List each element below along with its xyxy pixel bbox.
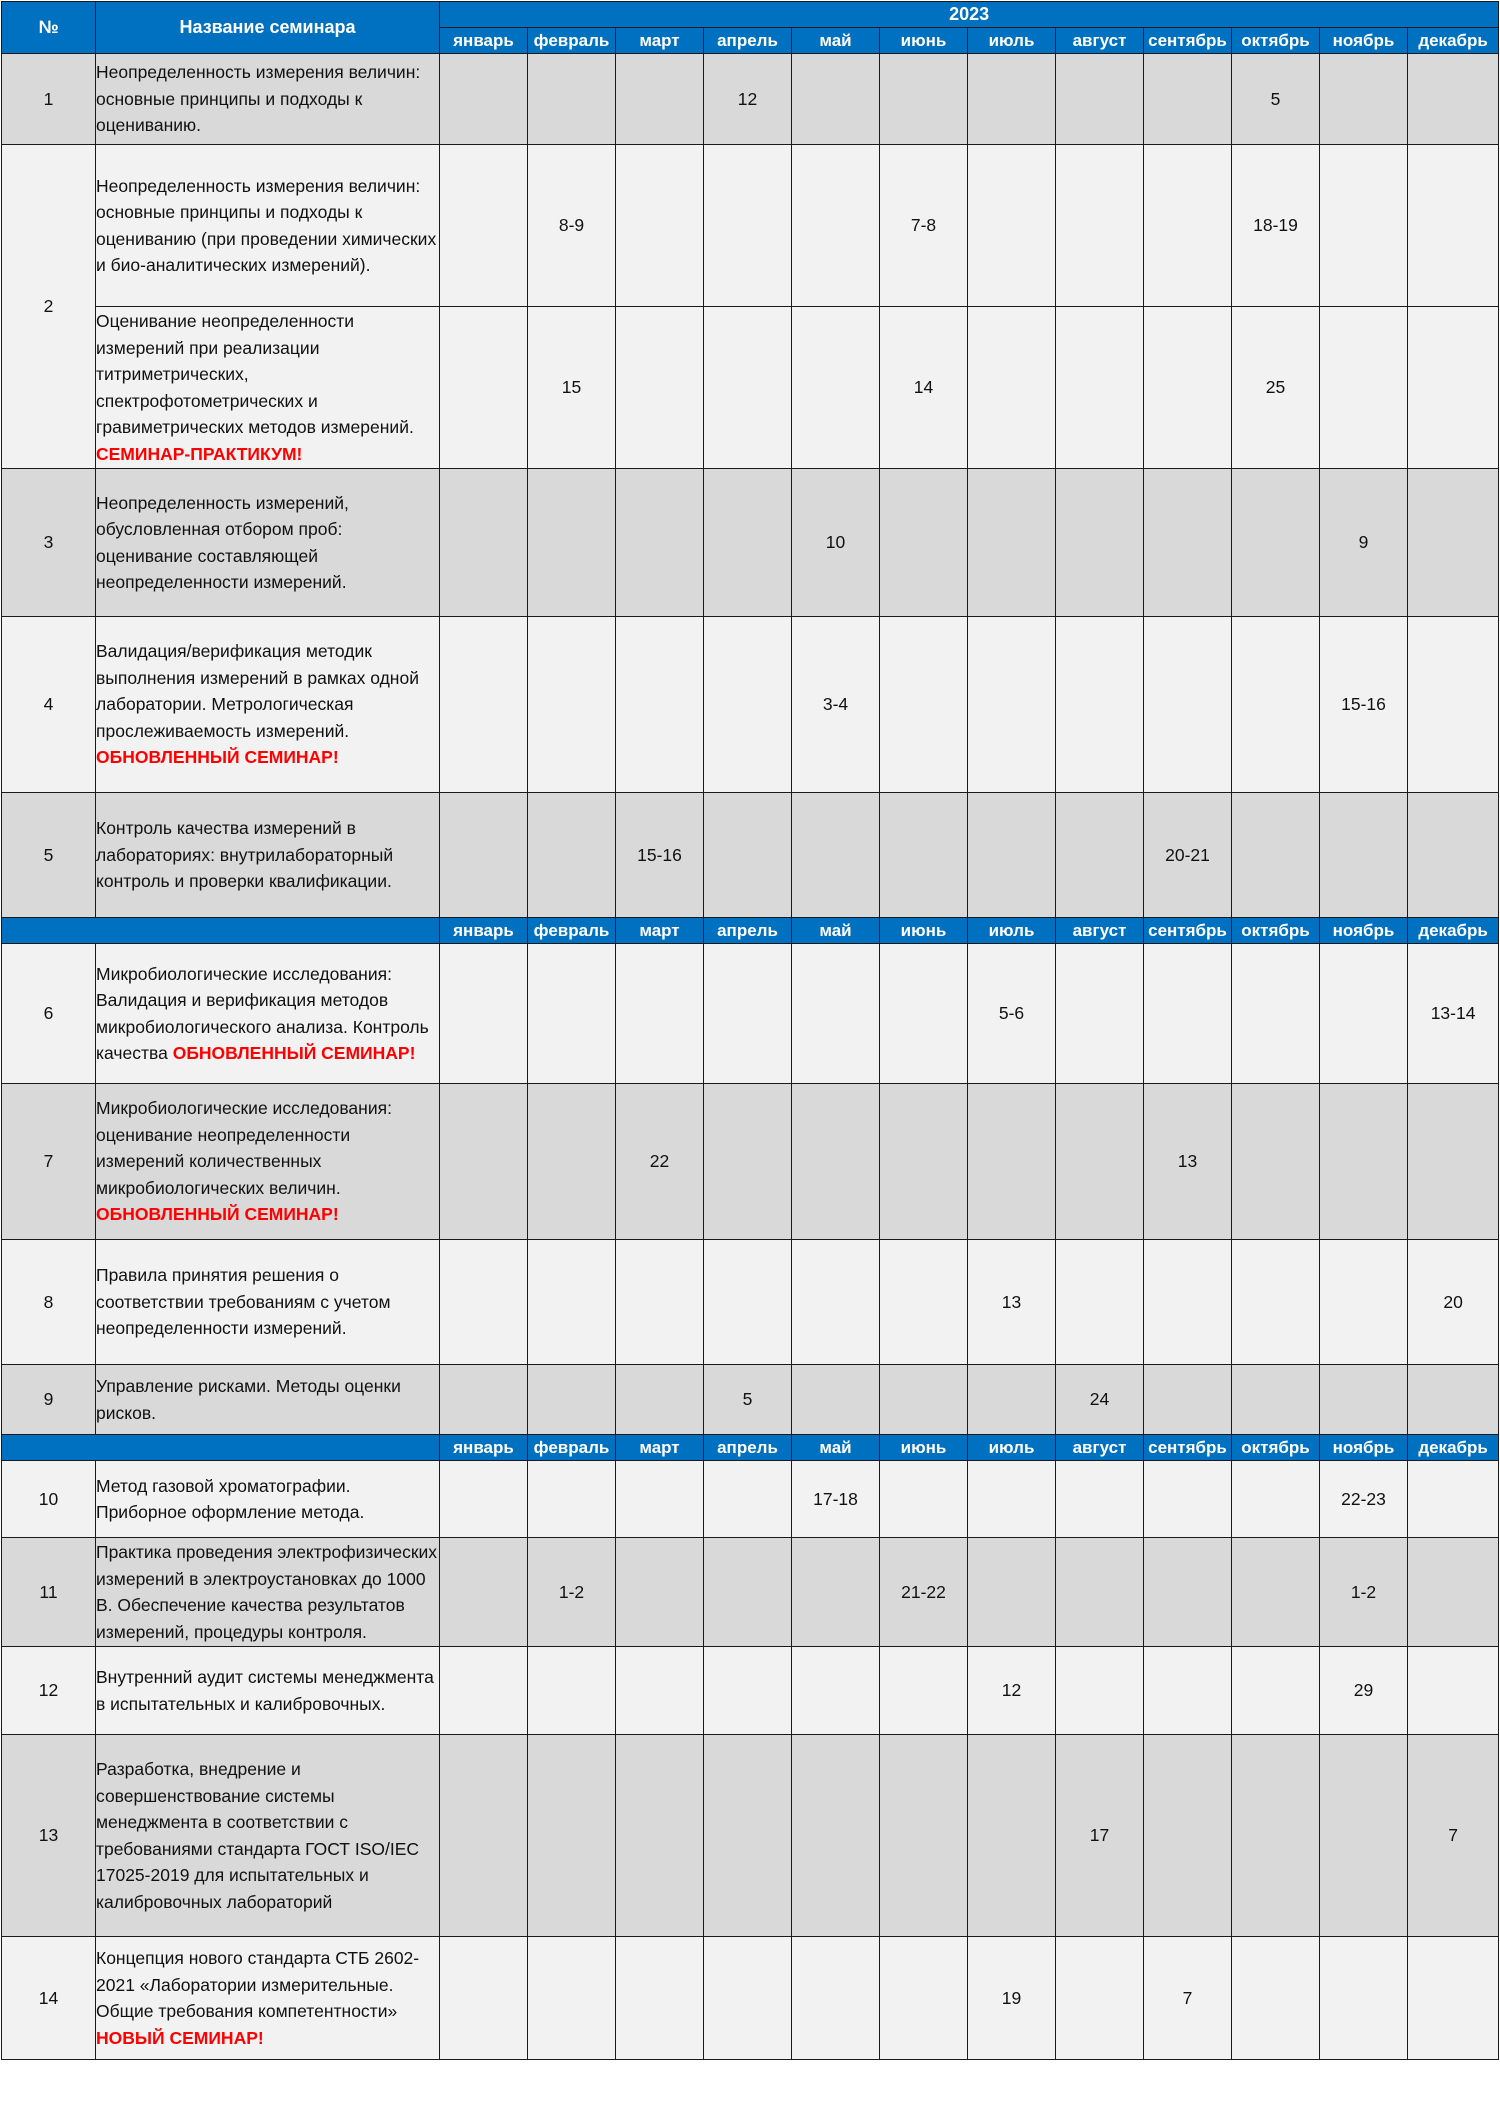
date-cell-январь	[440, 1084, 528, 1240]
date-cell-октябрь	[1232, 1538, 1320, 1647]
date-cell-январь	[440, 793, 528, 918]
seminar-name-cell	[96, 617, 440, 793]
date-cell-сентябрь	[1144, 1735, 1232, 1937]
date-cell-сентябрь: 20-21	[1144, 793, 1232, 918]
date-cell-май	[792, 793, 880, 918]
date-cell-апрель	[704, 1538, 792, 1647]
date-cell-март	[616, 1461, 704, 1538]
seminar-schedule-table	[1, 1, 1499, 2060]
seminar-title: Управление рисками. Методы оценки рисков.	[96, 1376, 401, 1423]
month-header: июнь	[880, 1435, 968, 1461]
date-cell-март: 15-16	[616, 793, 704, 918]
date-cell-май	[792, 1240, 880, 1365]
seminar-name-cell	[96, 1538, 440, 1647]
date-cell-июль: 13	[968, 1240, 1056, 1365]
seminar-row	[2, 1240, 1499, 1365]
date-cell-сентябрь	[1144, 307, 1232, 469]
month-header: апрель	[704, 1435, 792, 1461]
date-cell-декабрь	[1408, 469, 1499, 617]
date-cell-май	[792, 307, 880, 469]
date-cell-август	[1056, 617, 1144, 793]
date-cell-февраль	[528, 469, 616, 617]
date-cell-декабрь	[1408, 793, 1499, 918]
date-cell-май	[792, 944, 880, 1084]
date-cell-январь	[440, 1538, 528, 1647]
date-cell-декабрь	[1408, 1937, 1499, 2060]
date-cell-январь	[440, 54, 528, 145]
year-header: 2023	[440, 2, 1499, 28]
month-header: март	[616, 918, 704, 944]
date-cell-ноябрь: 22-23	[1320, 1461, 1408, 1538]
month-header: февраль	[528, 28, 616, 54]
seminar-row	[2, 1937, 1499, 2060]
date-cell-сентябрь	[1144, 145, 1232, 307]
date-cell-июнь	[880, 54, 968, 145]
seminar-row	[2, 145, 1499, 307]
date-cell-сентябрь	[1144, 1647, 1232, 1735]
month-header: июнь	[880, 918, 968, 944]
seminar-title: Контроль качества измерений в лабораториях: внутрилабораторный контроль и проверки квалификации.	[96, 818, 394, 892]
date-cell-октябрь	[1232, 1937, 1320, 2060]
date-cell-март	[616, 1538, 704, 1647]
date-cell-февраль	[528, 1937, 616, 2060]
seminar-badge: СЕМИНАР-ПРАКТИКУМ!	[96, 443, 303, 464]
seminar-row	[2, 1735, 1499, 1937]
seminar-title: Оценивание неопределенности измерений при реализации титриметрических, спектрофотометрических и гравиметрических методов измерений.	[96, 311, 414, 437]
date-cell-июнь	[880, 1735, 968, 1937]
date-cell-январь	[440, 1461, 528, 1538]
date-cell-апрель	[704, 145, 792, 307]
seminar-badge: НОВЫЙ СЕМИНАР!	[96, 2027, 264, 2048]
date-cell-декабрь	[1408, 1365, 1499, 1435]
seminar-title: Метод газовой хроматографии. Приборное оформление метода.	[96, 1475, 365, 1522]
seminar-row	[2, 1365, 1499, 1435]
seminar-name-cell	[96, 145, 440, 307]
date-cell-январь	[440, 145, 528, 307]
date-cell-июнь: 7-8	[880, 145, 968, 307]
date-cell-май	[792, 1365, 880, 1435]
date-cell-октябрь	[1232, 1240, 1320, 1365]
date-cell-февраль	[528, 1735, 616, 1937]
date-cell-июнь	[880, 469, 968, 617]
seminar-title: Микробиологические исследования: оценивание неопределенности измерений количественных микробиологических величин.	[96, 1098, 392, 1198]
date-cell-февраль	[528, 1084, 616, 1240]
seminar-number: 10	[2, 1461, 96, 1538]
date-cell-октябрь	[1232, 1084, 1320, 1240]
date-cell-март	[616, 469, 704, 617]
month-header-spacer	[2, 918, 440, 944]
month-header: октябрь	[1232, 1435, 1320, 1461]
date-cell-январь	[440, 469, 528, 617]
month-header: декабрь	[1408, 918, 1499, 944]
date-cell-май	[792, 54, 880, 145]
date-cell-март	[616, 307, 704, 469]
month-header: январь	[440, 918, 528, 944]
date-cell-март	[616, 54, 704, 145]
date-cell-август	[1056, 145, 1144, 307]
month-header: март	[616, 28, 704, 54]
date-cell-август	[1056, 1538, 1144, 1647]
month-header: апрель	[704, 28, 792, 54]
date-cell-июль	[968, 307, 1056, 469]
date-cell-октябрь	[1232, 1365, 1320, 1435]
date-cell-сентябрь	[1144, 617, 1232, 793]
date-cell-май	[792, 1735, 880, 1937]
date-cell-июль: 19	[968, 1937, 1056, 2060]
seminar-row	[2, 1538, 1499, 1647]
date-cell-июнь	[880, 617, 968, 793]
date-cell-апрель	[704, 1084, 792, 1240]
date-cell-ноябрь	[1320, 307, 1408, 469]
seminar-title: Неопределенность измерения величин: основные принципы и подходы к оцениванию.	[96, 62, 421, 136]
date-cell-ноябрь: 1-2	[1320, 1538, 1408, 1647]
date-cell-февраль	[528, 1365, 616, 1435]
date-cell-сентябрь	[1144, 469, 1232, 617]
seminar-name-cell	[96, 793, 440, 918]
date-cell-октябрь	[1232, 1735, 1320, 1937]
seminar-row	[2, 1084, 1499, 1240]
month-header-row	[2, 918, 1499, 944]
seminar-number: 12	[2, 1647, 96, 1735]
date-cell-февраль	[528, 1461, 616, 1538]
month-header: январь	[440, 28, 528, 54]
date-cell-июнь	[880, 1240, 968, 1365]
month-header: декабрь	[1408, 1435, 1499, 1461]
date-cell-июнь	[880, 1084, 968, 1240]
date-cell-июнь	[880, 1647, 968, 1735]
seminar-row	[2, 617, 1499, 793]
date-cell-февраль	[528, 1240, 616, 1365]
date-cell-январь	[440, 1735, 528, 1937]
month-header: ноябрь	[1320, 28, 1408, 54]
month-header-row	[2, 1435, 1499, 1461]
date-cell-апрель	[704, 793, 792, 918]
date-cell-май	[792, 1084, 880, 1240]
seminar-number: 11	[2, 1538, 96, 1647]
seminar-name-cell	[96, 307, 440, 469]
date-cell-сентябрь: 7	[1144, 1937, 1232, 2060]
date-cell-август	[1056, 1937, 1144, 2060]
date-cell-март	[616, 145, 704, 307]
date-cell-январь	[440, 1365, 528, 1435]
date-cell-август: 17	[1056, 1735, 1144, 1937]
date-cell-июль	[968, 1735, 1056, 1937]
date-cell-август	[1056, 1084, 1144, 1240]
date-cell-август	[1056, 793, 1144, 918]
date-cell-июль	[968, 1084, 1056, 1240]
date-cell-декабрь	[1408, 1084, 1499, 1240]
date-cell-февраль: 8-9	[528, 145, 616, 307]
date-cell-март	[616, 617, 704, 793]
date-cell-декабрь: 7	[1408, 1735, 1499, 1937]
date-cell-июнь	[880, 944, 968, 1084]
date-cell-май: 3-4	[792, 617, 880, 793]
seminar-name-cell	[96, 1084, 440, 1240]
date-cell-февраль: 1-2	[528, 1538, 616, 1647]
date-cell-август	[1056, 307, 1144, 469]
month-header: январь	[440, 1435, 528, 1461]
month-header: февраль	[528, 1435, 616, 1461]
seminar-name-cell	[96, 1647, 440, 1735]
seminar-badge: ОБНОВЛЕННЫЙ СЕМИНАР!	[172, 1043, 416, 1063]
date-cell-ноябрь	[1320, 1365, 1408, 1435]
date-cell-сентябрь	[1144, 1365, 1232, 1435]
date-cell-октябрь	[1232, 793, 1320, 918]
date-cell-сентябрь	[1144, 54, 1232, 145]
date-cell-апрель	[704, 307, 792, 469]
seminar-number: 3	[2, 469, 96, 617]
seminar-number: 14	[2, 1937, 96, 2060]
date-cell-июль	[968, 1461, 1056, 1538]
seminar-title: Разработка, внедрение и совершенствование системы менеджмента в соответствии с требованиями стандарта ГОСТ ISO/IEC 17025-2019 для испытательных и калибровочных лабораторий	[96, 1759, 420, 1912]
date-cell-октябрь	[1232, 1461, 1320, 1538]
date-cell-сентябрь	[1144, 1240, 1232, 1365]
seminar-row	[2, 1461, 1499, 1538]
date-cell-март	[616, 1735, 704, 1937]
date-cell-ноябрь: 29	[1320, 1647, 1408, 1735]
seminar-title: Неопределенность измерения величин: основные принципы и подходы к оцениванию (при проведении химических и био-аналитических измерений).	[96, 175, 437, 275]
seminar-row	[2, 54, 1499, 145]
date-cell-январь	[440, 1647, 528, 1735]
seminar-number: 7	[2, 1084, 96, 1240]
date-cell-октябрь	[1232, 1647, 1320, 1735]
date-cell-январь	[440, 617, 528, 793]
date-cell-сентябрь	[1144, 1461, 1232, 1538]
date-cell-декабрь	[1408, 145, 1499, 307]
date-cell-февраль	[528, 54, 616, 145]
month-header: февраль	[528, 918, 616, 944]
date-cell-апрель: 12	[704, 54, 792, 145]
date-cell-февраль	[528, 617, 616, 793]
seminar-title: Микробиологические исследования: Валидация и верификация методов микробиологического анализа. Контроль качества	[96, 963, 429, 1063]
date-cell-ноябрь: 15-16	[1320, 617, 1408, 793]
seminar-name-column-header: Название семинара	[96, 2, 440, 54]
date-cell-май	[792, 1937, 880, 2060]
date-cell-июнь	[880, 1365, 968, 1435]
date-cell-февраль	[528, 793, 616, 918]
date-cell-август	[1056, 1647, 1144, 1735]
seminar-title: Правила принятия решения о соответствии требованиям с учетом неопределенности измерений.	[96, 1265, 391, 1339]
seminar-number: 5	[2, 793, 96, 918]
seminar-row	[2, 469, 1499, 617]
date-cell-ноябрь	[1320, 1937, 1408, 2060]
date-cell-май	[792, 145, 880, 307]
date-cell-апрель	[704, 944, 792, 1084]
month-header: август	[1056, 918, 1144, 944]
date-cell-декабрь: 13-14	[1408, 944, 1499, 1084]
date-cell-ноябрь	[1320, 54, 1408, 145]
month-header: сентябрь	[1144, 918, 1232, 944]
date-cell-ноябрь	[1320, 1084, 1408, 1240]
seminar-title: Концепция нового стандарта СТБ 2602-2021 «Лаборатории измерительные. Общие требования компетентности»	[96, 1948, 420, 2021]
seminar-number: 9	[2, 1365, 96, 1435]
month-header: октябрь	[1232, 918, 1320, 944]
month-header: август	[1056, 28, 1144, 54]
date-cell-июль	[968, 1365, 1056, 1435]
month-header: сентябрь	[1144, 28, 1232, 54]
header-row	[2, 2, 1499, 28]
date-cell-февраль	[528, 944, 616, 1084]
seminar-number: 8	[2, 1240, 96, 1365]
date-cell-июнь: 14	[880, 307, 968, 469]
seminar-number: 13	[2, 1735, 96, 1937]
date-cell-сентябрь	[1144, 944, 1232, 1084]
seminar-name-cell	[96, 54, 440, 145]
date-cell-октябрь: 18-19	[1232, 145, 1320, 307]
number-column-header: №	[2, 2, 96, 54]
seminar-row	[2, 944, 1499, 1084]
date-cell-апрель	[704, 1937, 792, 2060]
date-cell-март	[616, 944, 704, 1084]
date-cell-март	[616, 1240, 704, 1365]
date-cell-январь	[440, 944, 528, 1084]
month-header: май	[792, 1435, 880, 1461]
month-header: июнь	[880, 28, 968, 54]
date-cell-август	[1056, 944, 1144, 1084]
date-cell-декабрь	[1408, 307, 1499, 469]
date-cell-май: 17-18	[792, 1461, 880, 1538]
date-cell-август: 24	[1056, 1365, 1144, 1435]
seminar-name-cell	[96, 1240, 440, 1365]
date-cell-октябрь	[1232, 617, 1320, 793]
seminar-title: Практика проведения электрофизических измерений в электроустановках до 1000 В. Обеспечение качества результатов измерений, процедуры контроля.	[96, 1542, 438, 1642]
month-header: октябрь	[1232, 28, 1320, 54]
month-header: июль	[968, 1435, 1056, 1461]
seminar-row	[2, 793, 1499, 918]
date-cell-январь	[440, 1240, 528, 1365]
date-cell-июнь	[880, 793, 968, 918]
seminar-number: 1	[2, 54, 96, 145]
month-header: май	[792, 918, 880, 944]
seminar-number: 2	[2, 145, 96, 469]
date-cell-декабрь	[1408, 1538, 1499, 1647]
date-cell-май	[792, 1647, 880, 1735]
date-cell-январь	[440, 307, 528, 469]
date-cell-октябрь: 5	[1232, 54, 1320, 145]
date-cell-август	[1056, 54, 1144, 145]
date-cell-апрель	[704, 1461, 792, 1538]
seminar-title: Внутренний аудит системы менеджмента в испытательных и калибровочных.	[96, 1667, 434, 1714]
date-cell-март	[616, 1647, 704, 1735]
month-header: июль	[968, 918, 1056, 944]
date-cell-август	[1056, 1240, 1144, 1365]
date-cell-ноябрь	[1320, 1735, 1408, 1937]
date-cell-январь	[440, 1937, 528, 2060]
month-header: июль	[968, 28, 1056, 54]
date-cell-декабрь	[1408, 617, 1499, 793]
date-cell-декабрь: 20	[1408, 1240, 1499, 1365]
seminar-number: 6	[2, 944, 96, 1084]
date-cell-июль: 5-6	[968, 944, 1056, 1084]
date-cell-апрель: 5	[704, 1365, 792, 1435]
date-cell-декабрь	[1408, 1647, 1499, 1735]
date-cell-март	[616, 1365, 704, 1435]
month-header: май	[792, 28, 880, 54]
month-header: декабрь	[1408, 28, 1499, 54]
seminar-row	[2, 1647, 1499, 1735]
seminar-name-cell	[96, 1365, 440, 1435]
month-header: март	[616, 1435, 704, 1461]
date-cell-сентябрь: 13	[1144, 1084, 1232, 1240]
date-cell-февраль	[528, 1647, 616, 1735]
month-header: ноябрь	[1320, 918, 1408, 944]
seminar-title: Неопределенность измерений, обусловленная отбором проб: оценивание составляющей неопределенности измерений.	[96, 492, 349, 592]
seminar-name-cell	[96, 469, 440, 617]
date-cell-апрель	[704, 469, 792, 617]
month-header: апрель	[704, 918, 792, 944]
date-cell-февраль: 15	[528, 307, 616, 469]
date-cell-июнь	[880, 1461, 968, 1538]
seminar-name-cell	[96, 1461, 440, 1538]
month-header: сентябрь	[1144, 1435, 1232, 1461]
date-cell-ноябрь: 9	[1320, 469, 1408, 617]
date-cell-апрель	[704, 617, 792, 793]
seminar-name-cell	[96, 944, 440, 1084]
date-cell-апрель	[704, 1240, 792, 1365]
date-cell-март	[616, 1937, 704, 2060]
date-cell-ноябрь	[1320, 145, 1408, 307]
date-cell-июль: 12	[968, 1647, 1056, 1735]
seminar-row	[2, 307, 1499, 469]
date-cell-апрель	[704, 1647, 792, 1735]
date-cell-апрель	[704, 1735, 792, 1937]
date-cell-июнь: 21-22	[880, 1538, 968, 1647]
date-cell-август	[1056, 1461, 1144, 1538]
month-header: август	[1056, 1435, 1144, 1461]
date-cell-июль	[968, 145, 1056, 307]
date-cell-август	[1056, 469, 1144, 617]
seminar-name-cell	[96, 1735, 440, 1937]
date-cell-июль	[968, 617, 1056, 793]
date-cell-май	[792, 1538, 880, 1647]
date-cell-ноябрь	[1320, 1240, 1408, 1365]
date-cell-декабрь	[1408, 1461, 1499, 1538]
date-cell-июль	[968, 469, 1056, 617]
seminar-title: Валидация/верификация методик выполнения измерений в рамках одной лаборатории. Метрологическая прослеживаемость измерений.	[96, 641, 419, 741]
date-cell-июнь	[880, 1937, 968, 2060]
date-cell-сентябрь	[1144, 1538, 1232, 1647]
date-cell-октябрь	[1232, 944, 1320, 1084]
date-cell-октябрь: 25	[1232, 307, 1320, 469]
month-header-spacer	[2, 1435, 440, 1461]
date-cell-июль	[968, 793, 1056, 918]
date-cell-декабрь	[1408, 54, 1499, 145]
date-cell-ноябрь	[1320, 793, 1408, 918]
date-cell-март: 22	[616, 1084, 704, 1240]
date-cell-май: 10	[792, 469, 880, 617]
seminar-badge: ОБНОВЛЕННЫЙ СЕМИНАР!	[96, 1204, 339, 1225]
month-header: ноябрь	[1320, 1435, 1408, 1461]
seminar-number: 4	[2, 617, 96, 793]
date-cell-июль	[968, 1538, 1056, 1647]
seminar-badge: ОБНОВЛЕННЫЙ СЕМИНАР!	[96, 747, 339, 768]
seminar-name-cell	[96, 1937, 440, 2060]
date-cell-октябрь	[1232, 469, 1320, 617]
date-cell-июль	[968, 54, 1056, 145]
date-cell-ноябрь	[1320, 944, 1408, 1084]
